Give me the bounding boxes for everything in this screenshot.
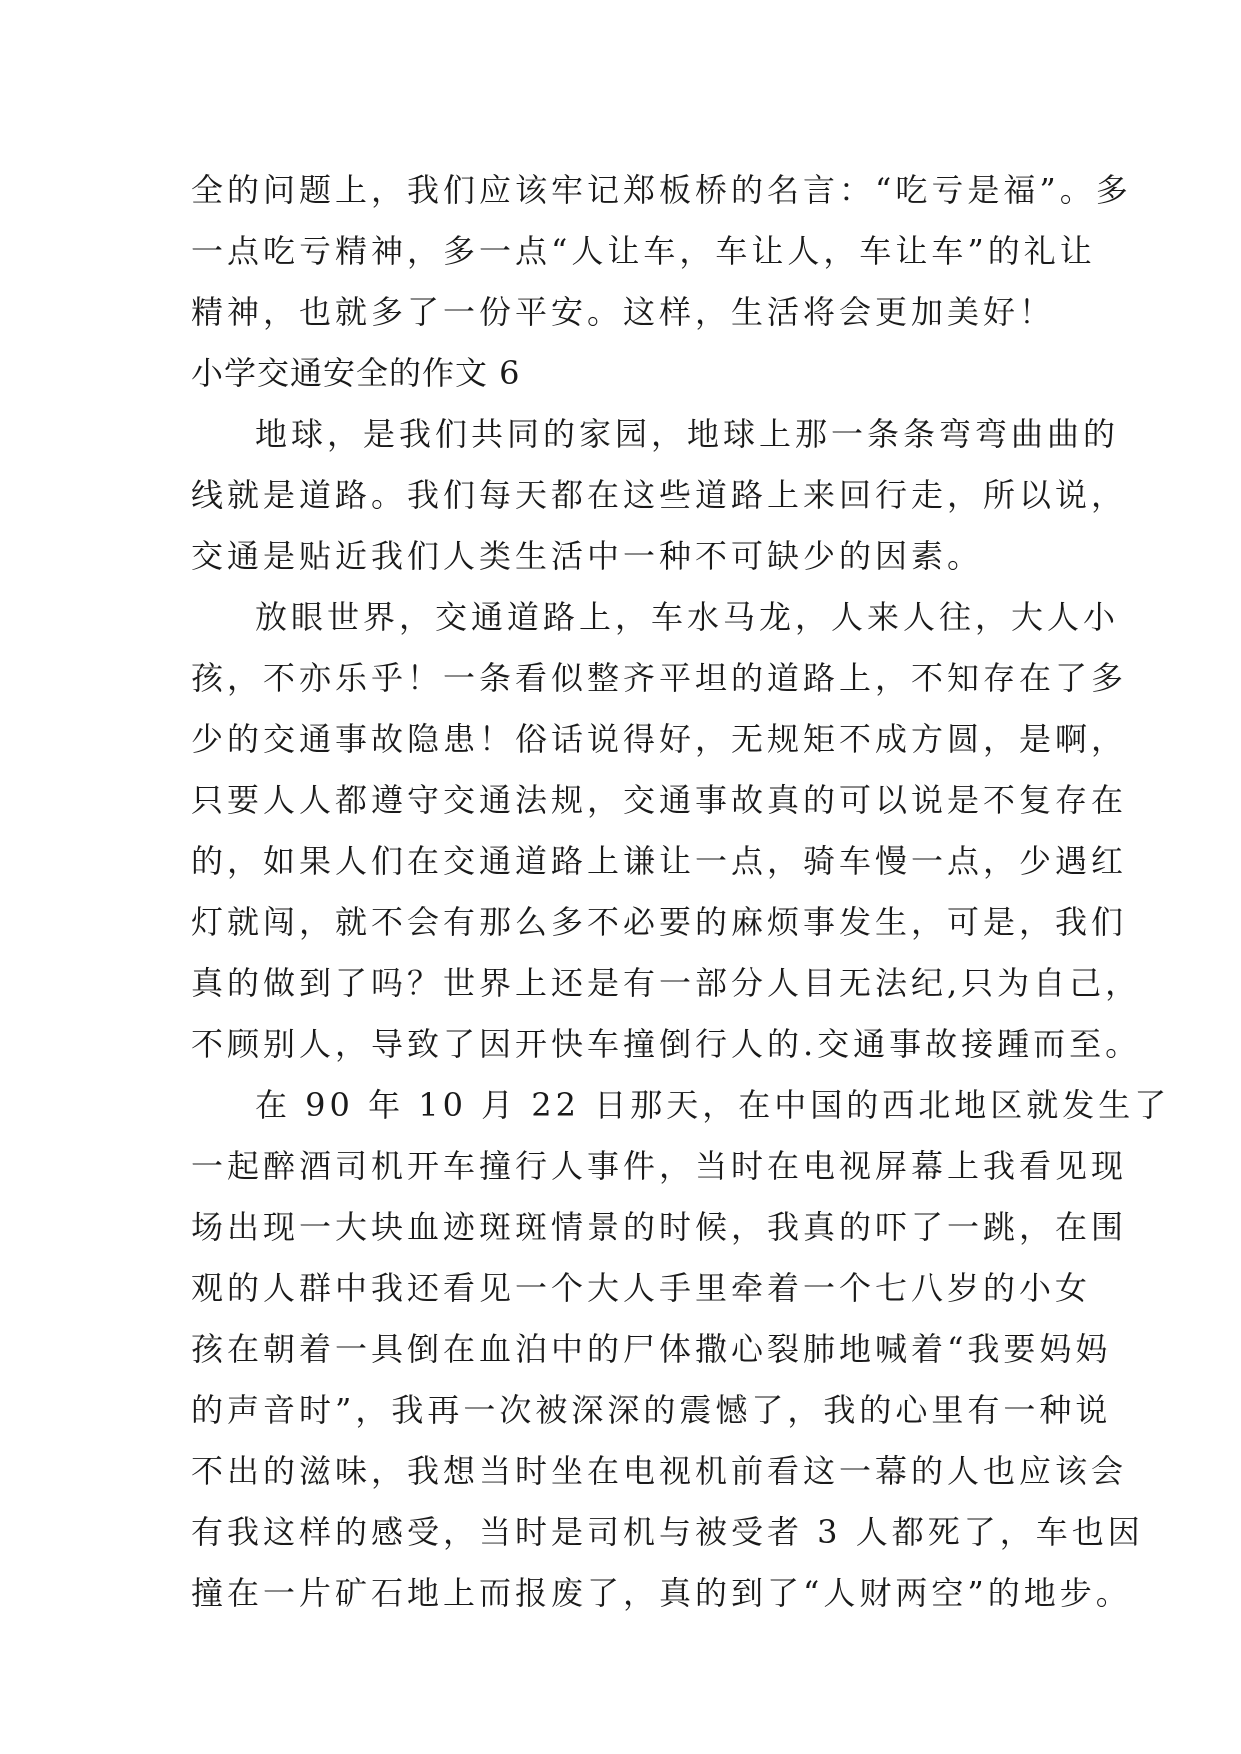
text-line: 放眼世界，交通道路上，车水马龙，人来人往，大人小 — [255, 598, 1120, 636]
text-line: 撞在一片矿石地上而报废了，真的到了“人财两空”的地步。 — [191, 1574, 1132, 1612]
text-line: 场出现一大块血迹斑斑情景的时候，我真的吓了一跳，在围 — [191, 1208, 1128, 1246]
text-line: 一点吃亏精神，多一点“人让车，车让人，车让车”的礼让 — [191, 232, 1096, 270]
text-line: 孩，不亦乐乎！一条看似整齐平坦的道路上，不知存在了多 — [191, 659, 1128, 697]
paragraph-accident-story — [191, 1075, 1171, 1624]
text-line: 不出的滋味，我想当时坐在电视机前看这一幕的人也应该会 — [191, 1452, 1128, 1490]
text-line: 在 90 年 10 月 22 日那天，在中国的西北地区就发生了 — [255, 1086, 1171, 1124]
heading-text: 小学交通安全的作文 6 — [191, 354, 521, 392]
text-line: 精神，也就多了一份平安。这样，生活将会更加美好！ — [191, 293, 1056, 331]
text-line: 交通是贴近我们人类生活中一种不可缺少的因素。 — [191, 537, 984, 575]
text-line: 孩在朝着一具倒在血泊中的尸体撒心裂肺地喊着“我要妈妈 — [191, 1330, 1112, 1368]
text-line: 少的交通事故隐患！俗话说得好，无规矩不成方圆，是啊， — [191, 720, 1128, 758]
text-line: 全的问题上，我们应该牢记郑板桥的名言：“吃亏是福”。多 — [191, 171, 1132, 209]
paragraph-continuation — [191, 160, 1132, 343]
text-line: 有我这样的感受，当时是司机与被受者 3 人都死了，车也因 — [191, 1513, 1144, 1551]
text-line: 的，如果人们在交通道路上谦让一点，骑车慢一点，少遇红 — [191, 842, 1128, 880]
text-line: 线就是道路。我们每天都在这些道路上来回行走，所以说， — [191, 476, 1128, 514]
text-line: 只要人人都遵守交通法规，交通事故真的可以说是不复存在 — [191, 781, 1128, 819]
text-line: 灯就闯，就不会有那么多不必要的麻烦事发生，可是，我们 — [191, 903, 1128, 941]
text-line: 观的人群中我还看见一个大人手里牵着一个七八岁的小女 — [191, 1269, 1092, 1307]
text-line: 的声音时”，我再一次被深深的震憾了，我的心里有一种说 — [191, 1391, 1112, 1429]
text-line: 不顾别人，导致了因开快车撞倒行人的.交通事故接踵而至。 — [191, 1025, 1142, 1063]
paragraph-traffic-rules — [191, 587, 1142, 1075]
text-line: 一起醉酒司机开车撞行人事件，当时在电视屏幕上我看见现 — [191, 1147, 1128, 1185]
text-line: 地球，是我们共同的家园，地球上那一条条弯弯曲曲的 — [255, 415, 1120, 453]
section-heading — [191, 343, 1071, 404]
paragraph-earth-roads — [191, 404, 1128, 587]
text-line: 真的做到了吗？世界上还是有一部分人目无法纪,只为自己， — [191, 964, 1142, 1002]
document-page — [191, 160, 1171, 1624]
